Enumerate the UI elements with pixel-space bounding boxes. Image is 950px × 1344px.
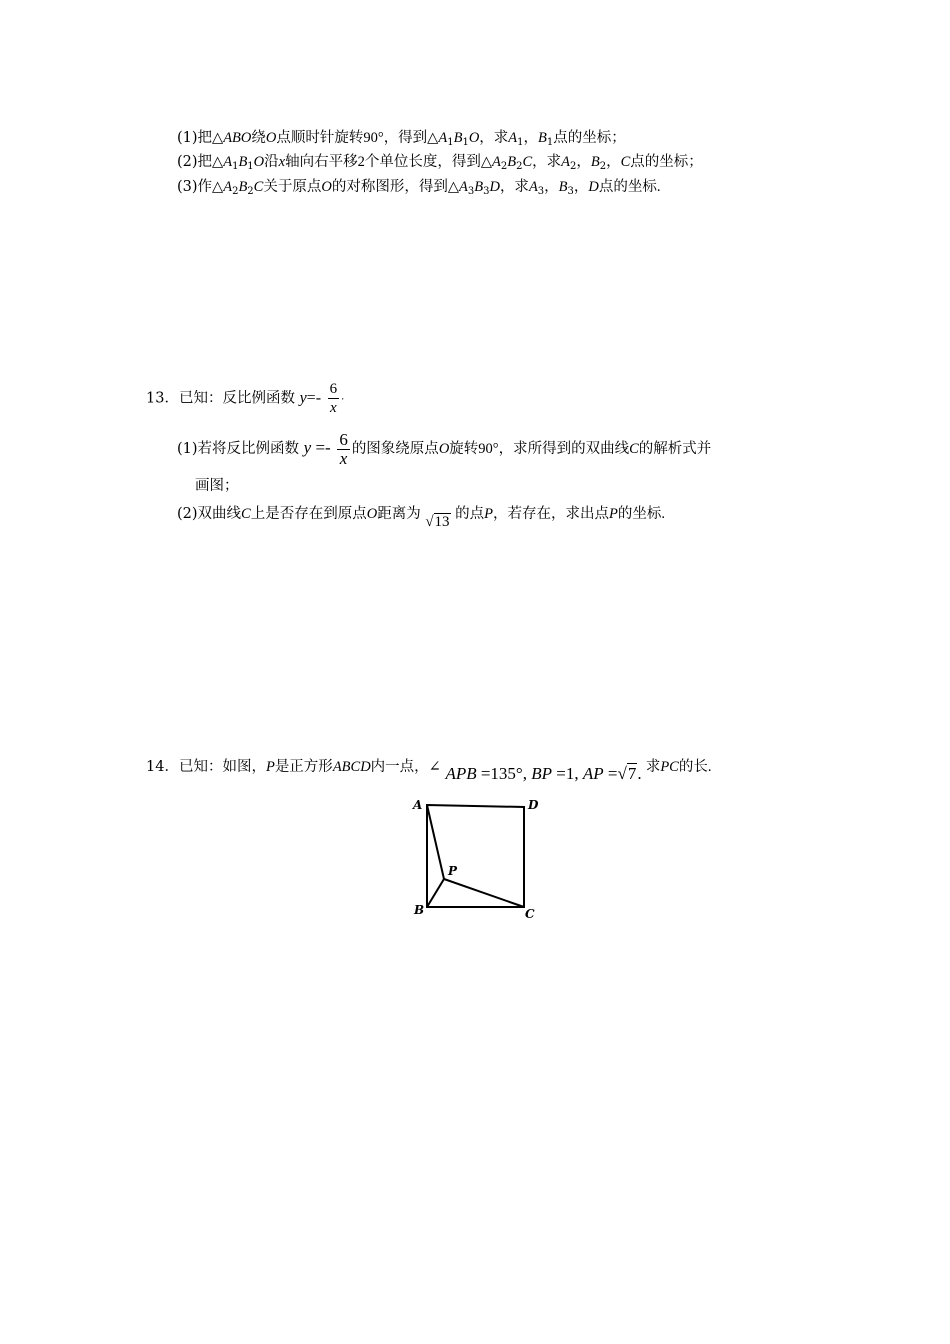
q13-part1-cont: 画图； bbox=[195, 478, 239, 494]
square-figure bbox=[410, 795, 550, 925]
q13-header: 13．已知：反比例函数 y=- $\frac{6}{x}$ · bbox=[146, 381, 345, 416]
segment-ap bbox=[427, 805, 444, 879]
square-abcd bbox=[427, 805, 524, 907]
q13-fraction: $\frac{6}{x}$ bbox=[329, 381, 338, 416]
q12-part2: (2)把$\triangle A_1B_1O$沿x轴向右平移2个单位长度，得到$\triangle A_2B_2C$，求$A_2$，$B_2$，C点的坐标； bbox=[177, 154, 703, 172]
segment-pc bbox=[444, 879, 524, 907]
q13-part2: (2)双曲线C上是否存在到原点O距离为 √13 的点P，若存在，求出点P的坐标. bbox=[177, 501, 665, 535]
label-c: C bbox=[525, 907, 535, 921]
segment-bp bbox=[427, 879, 444, 907]
sqrt-13: √13 bbox=[425, 514, 450, 530]
q13-part1: (1)若将反比例函数 y =- $\frac{6}{x}$ 的图象绕原点O旋转90°，求所得到的双曲线C的解析式并 bbox=[177, 429, 712, 468]
q12-part3: (3)作$\triangle A_2B_2C$关于原点O的对称图形，得到$\triangle A_3B_3D$，求$A_3$，$B_3$，D点的坐标. bbox=[177, 179, 661, 197]
label-a: A bbox=[413, 798, 423, 812]
label-b: B bbox=[414, 903, 425, 917]
label-p: P bbox=[448, 864, 458, 878]
q14-text: 14．已知：如图，P是正方形ABCD内一点，∠ APB =135°, BP =1, AP =√7. 求PC的长. bbox=[146, 759, 712, 783]
label-d: D bbox=[528, 798, 539, 812]
q12-part1: (1)把△ABO绕O点顺时针旋转90°，得到$\triangle A_1B_1O$，求$A_1$，$B_1$点的坐标； bbox=[177, 130, 626, 148]
q14-equation: APB =135°, BP =1, AP =√7. bbox=[445, 764, 646, 783]
